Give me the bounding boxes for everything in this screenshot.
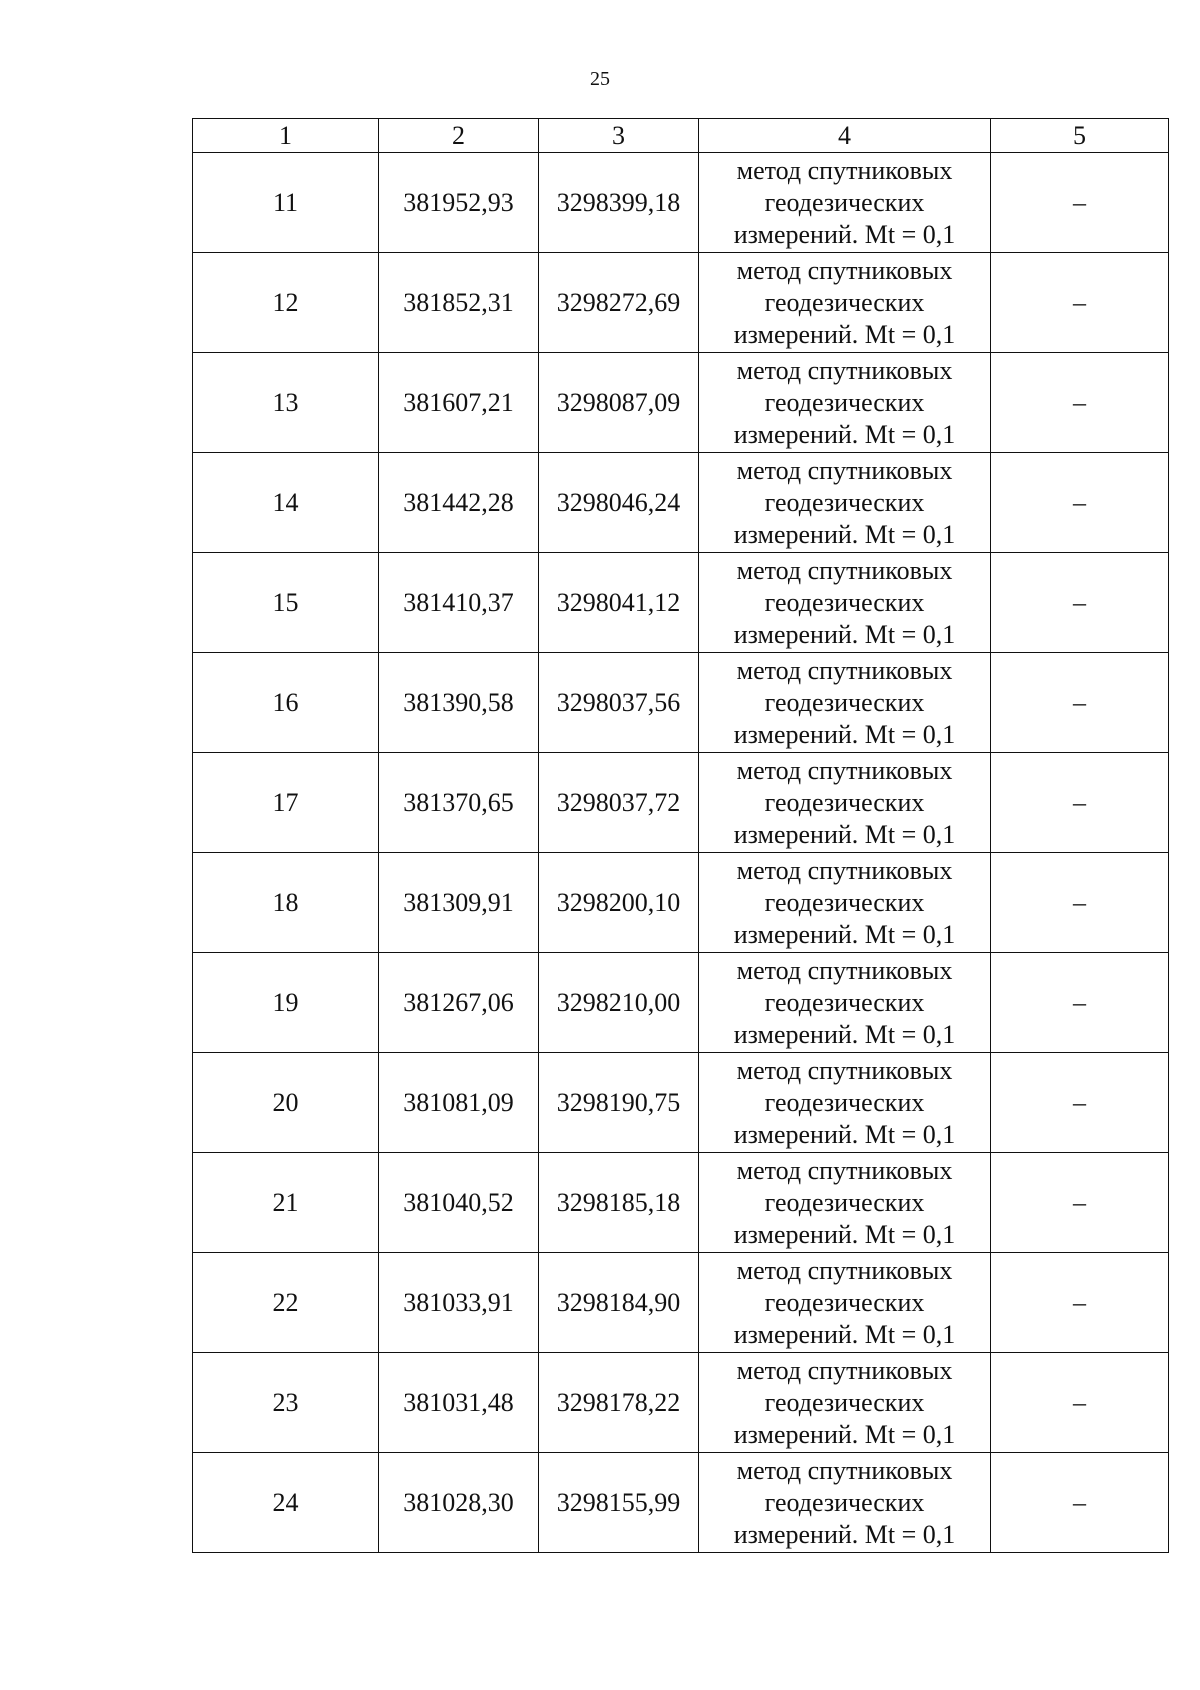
method-cell xyxy=(699,1153,991,1253)
table-row xyxy=(193,1353,1169,1453)
method-line: метод спутниковых xyxy=(736,355,953,385)
point-number-cell: 13 xyxy=(193,353,379,453)
method-cell xyxy=(699,853,991,953)
method-line: геодезических xyxy=(764,1387,925,1417)
method-line: измерений. Mt = 0,1 xyxy=(733,1119,956,1149)
method-line: измерений. Mt = 0,1 xyxy=(733,1319,956,1349)
method-cell xyxy=(699,1053,991,1153)
table-row xyxy=(193,1153,1169,1253)
method-cell xyxy=(699,1253,991,1353)
point-number-cell: 14 xyxy=(193,453,379,553)
point-number-cell: 11 xyxy=(193,153,379,253)
method-line: геодезических xyxy=(764,1487,925,1517)
method-line: метод спутниковых xyxy=(736,755,953,785)
table-row xyxy=(193,353,1169,453)
table-row xyxy=(193,653,1169,753)
method-cell xyxy=(699,753,991,853)
table-row xyxy=(193,253,1169,353)
description-cell: – xyxy=(991,853,1169,953)
method-line: метод спутниковых xyxy=(736,1055,953,1085)
x-coordinate-cell: 381033,91 xyxy=(379,1253,539,1353)
point-number-cell: 21 xyxy=(193,1153,379,1253)
table-row xyxy=(193,853,1169,953)
method-cell xyxy=(699,153,991,253)
method-line: измерений. Mt = 0,1 xyxy=(733,919,956,949)
x-coordinate-cell: 381442,28 xyxy=(379,453,539,553)
method-line: геодезических xyxy=(764,1187,925,1217)
point-number-cell: 24 xyxy=(193,1453,379,1553)
method-line: измерений. Mt = 0,1 xyxy=(733,519,956,549)
description-cell: – xyxy=(991,1253,1169,1353)
method-line: измерений. Mt = 0,1 xyxy=(733,619,956,649)
description-cell: – xyxy=(991,953,1169,1053)
method-cell xyxy=(699,1353,991,1453)
method-line: метод спутниковых xyxy=(736,555,953,585)
method-cell xyxy=(699,253,991,353)
table-row xyxy=(193,953,1169,1053)
point-number-cell: 18 xyxy=(193,853,379,953)
point-number-cell: 15 xyxy=(193,553,379,653)
method-line: измерений. Mt = 0,1 xyxy=(733,319,956,349)
point-number-cell: 22 xyxy=(193,1253,379,1353)
method-line: геодезических xyxy=(764,487,925,517)
x-coordinate-cell: 381081,09 xyxy=(379,1053,539,1153)
method-line: геодезических xyxy=(764,787,925,817)
method-line: метод спутниковых xyxy=(736,1355,953,1385)
method-line: геодезических xyxy=(764,287,925,317)
method-cell xyxy=(699,953,991,1053)
y-coordinate-cell: 3298046,24 xyxy=(539,453,699,553)
x-coordinate-cell: 381607,21 xyxy=(379,353,539,453)
method-line: измерений. Mt = 0,1 xyxy=(733,219,956,249)
description-cell: – xyxy=(991,353,1169,453)
y-coordinate-cell: 3298037,56 xyxy=(539,653,699,753)
method-line: метод спутниковых xyxy=(736,955,953,985)
method-cell xyxy=(699,453,991,553)
method-line: геодезических xyxy=(764,587,925,617)
description-cell: – xyxy=(991,153,1169,253)
column-header-5: 5 xyxy=(991,119,1169,153)
y-coordinate-cell: 3298185,18 xyxy=(539,1153,699,1253)
y-coordinate-cell: 3298037,72 xyxy=(539,753,699,853)
table-row xyxy=(193,453,1169,553)
method-line: метод спутниковых xyxy=(736,1455,953,1485)
table-header-row xyxy=(193,119,1169,153)
method-line: измерений. Mt = 0,1 xyxy=(733,1519,956,1549)
y-coordinate-cell: 3298210,00 xyxy=(539,953,699,1053)
point-number-cell: 12 xyxy=(193,253,379,353)
column-header-2: 2 xyxy=(379,119,539,153)
description-cell: – xyxy=(991,1353,1169,1453)
method-cell xyxy=(699,1453,991,1553)
method-line: метод спутниковых xyxy=(736,455,953,485)
method-line: измерений. Mt = 0,1 xyxy=(733,1419,956,1449)
method-line: метод спутниковых xyxy=(736,155,953,185)
y-coordinate-cell: 3298190,75 xyxy=(539,1053,699,1153)
point-number-cell: 20 xyxy=(193,1053,379,1153)
y-coordinate-cell: 3298087,09 xyxy=(539,353,699,453)
x-coordinate-cell: 381852,31 xyxy=(379,253,539,353)
method-line: метод спутниковых xyxy=(736,1155,953,1185)
y-coordinate-cell: 3298155,99 xyxy=(539,1453,699,1553)
table-row xyxy=(193,1053,1169,1153)
method-line: геодезических xyxy=(764,887,925,917)
method-line: измерений. Mt = 0,1 xyxy=(733,1019,956,1049)
method-line: метод спутниковых xyxy=(736,255,953,285)
x-coordinate-cell: 381370,65 xyxy=(379,753,539,853)
x-coordinate-cell: 381952,93 xyxy=(379,153,539,253)
y-coordinate-cell: 3298178,22 xyxy=(539,1353,699,1453)
method-line: геодезических xyxy=(764,187,925,217)
x-coordinate-cell: 381040,52 xyxy=(379,1153,539,1253)
method-line: метод спутниковых xyxy=(736,1255,953,1285)
y-coordinate-cell: 3298200,10 xyxy=(539,853,699,953)
page-number: 25 xyxy=(590,68,610,90)
description-cell: – xyxy=(991,1153,1169,1253)
table-body xyxy=(193,153,1169,1553)
point-number-cell: 19 xyxy=(193,953,379,1053)
x-coordinate-cell: 381390,58 xyxy=(379,653,539,753)
method-cell xyxy=(699,553,991,653)
point-number-cell: 16 xyxy=(193,653,379,753)
description-cell: – xyxy=(991,753,1169,853)
method-line: геодезических xyxy=(764,1287,925,1317)
method-cell xyxy=(699,653,991,753)
description-cell: – xyxy=(991,453,1169,553)
table-row xyxy=(193,553,1169,653)
method-line: измерений. Mt = 0,1 xyxy=(733,819,956,849)
y-coordinate-cell: 3298272,69 xyxy=(539,253,699,353)
point-number-cell: 23 xyxy=(193,1353,379,1453)
x-coordinate-cell: 381309,91 xyxy=(379,853,539,953)
column-header-1: 1 xyxy=(193,119,379,153)
table-row xyxy=(193,1253,1169,1353)
y-coordinate-cell: 3298184,90 xyxy=(539,1253,699,1353)
description-cell: – xyxy=(991,653,1169,753)
table-row xyxy=(193,753,1169,853)
method-line: геодезических xyxy=(764,687,925,717)
method-cell xyxy=(699,353,991,453)
description-cell: – xyxy=(991,253,1169,353)
method-line: измерений. Mt = 0,1 xyxy=(733,419,956,449)
method-line: измерений. Mt = 0,1 xyxy=(733,1219,956,1249)
method-line: измерений. Mt = 0,1 xyxy=(733,719,956,749)
y-coordinate-cell: 3298399,18 xyxy=(539,153,699,253)
x-coordinate-cell: 381031,48 xyxy=(379,1353,539,1453)
description-cell: – xyxy=(991,553,1169,653)
x-coordinate-cell: 381028,30 xyxy=(379,1453,539,1553)
method-line: геодезических xyxy=(764,987,925,1017)
point-number-cell: 17 xyxy=(193,753,379,853)
y-coordinate-cell: 3298041,12 xyxy=(539,553,699,653)
method-line: метод спутниковых xyxy=(736,655,953,685)
table-row xyxy=(193,1453,1169,1553)
x-coordinate-cell: 381267,06 xyxy=(379,953,539,1053)
method-line: метод спутниковых xyxy=(736,855,953,885)
method-line: геодезических xyxy=(764,1087,925,1117)
coordinates-table xyxy=(192,118,1169,1553)
description-cell: – xyxy=(991,1453,1169,1553)
method-line: геодезических xyxy=(764,387,925,417)
description-cell: – xyxy=(991,1053,1169,1153)
column-header-3: 3 xyxy=(539,119,699,153)
x-coordinate-cell: 381410,37 xyxy=(379,553,539,653)
table-row xyxy=(193,153,1169,253)
column-header-4: 4 xyxy=(699,119,991,153)
